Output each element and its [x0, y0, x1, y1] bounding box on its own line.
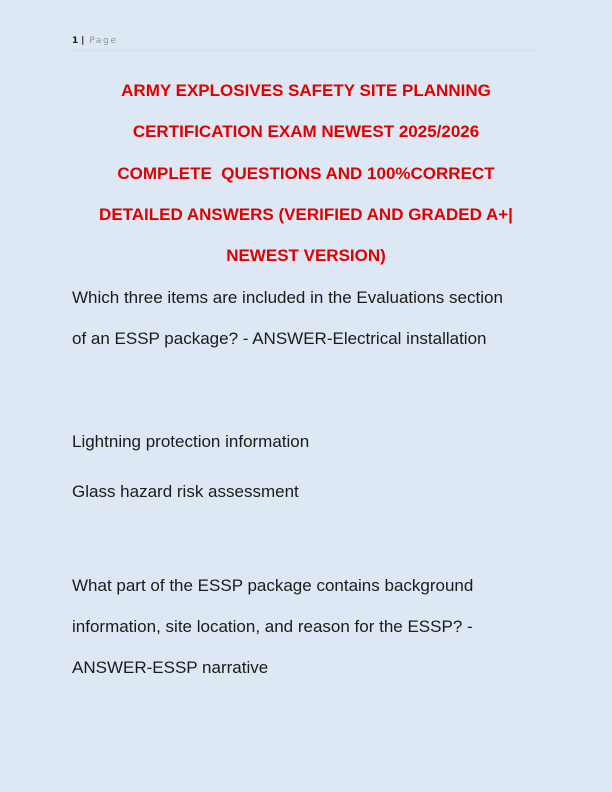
question-1-extra-answers — [72, 417, 542, 517]
question-1-answer-line: of an ESSP package? - ANSWER-Electrical installation — [72, 329, 487, 348]
title-line: COMPLETE QUESTIONS AND 100%CORRECT — [117, 163, 495, 183]
question-1 — [72, 277, 542, 359]
page-separator: | — [81, 36, 85, 46]
question-2-line: information, site location, and reason for the ESSP? - — [72, 617, 473, 636]
question-2-line: What part of the ESSP package contains background — [72, 576, 474, 595]
document-title — [72, 70, 540, 276]
question-2-answer-line: ANSWER-ESSP narrative — [72, 658, 269, 677]
title-line: ARMY EXPLOSIVES SAFETY SITE PLANNING — [121, 81, 491, 100]
page-header — [72, 35, 540, 51]
title-line: DETAILED ANSWERS (VERIFIED AND GRADED A+| — [99, 204, 513, 224]
question-1-line: Which three items are included in the Evaluations section — [72, 288, 503, 307]
question-2 — [72, 565, 542, 688]
title-line: CERTIFICATION EXAM NEWEST 2025/2026 — [132, 122, 480, 142]
answer-item: Lightning protection information — [72, 432, 310, 451]
page-number: 1 — [72, 36, 79, 46]
answer-item: Glass hazard risk assessment — [72, 482, 299, 501]
page-label: Page — [89, 36, 118, 46]
title-line: NEWEST VERSION) — [226, 246, 386, 266]
